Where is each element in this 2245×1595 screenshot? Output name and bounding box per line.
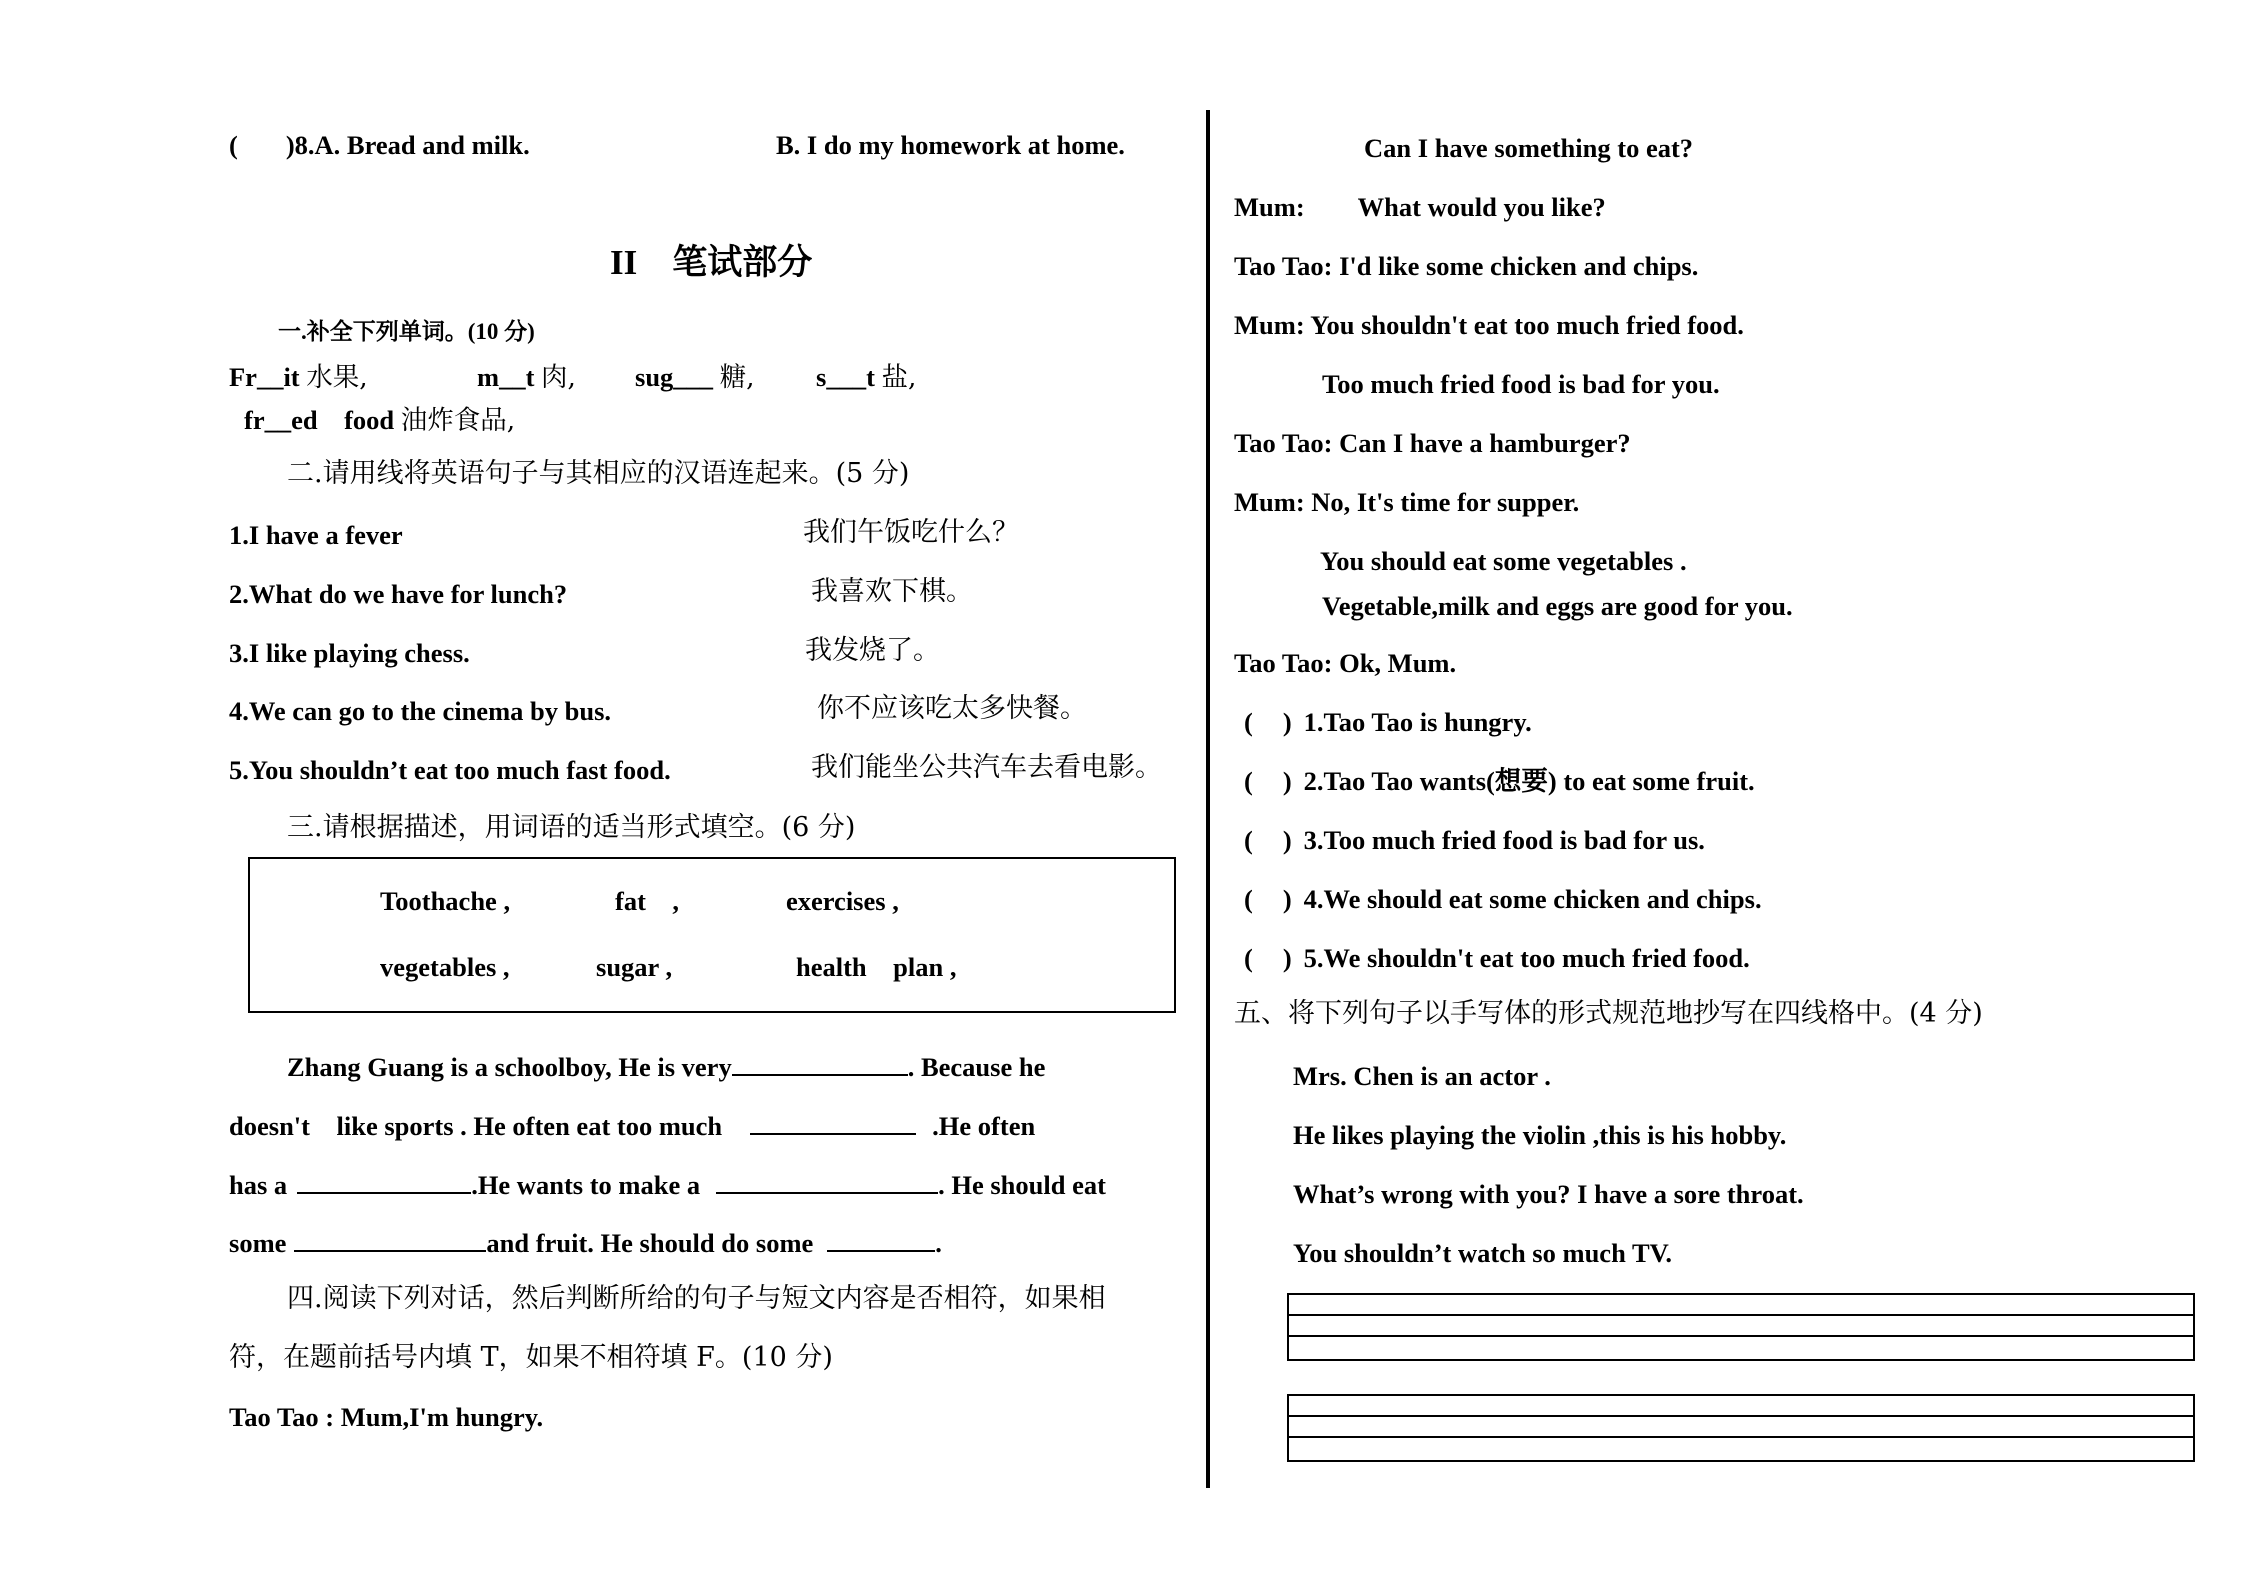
tf-paren-open[interactable]: ( <box>1244 825 1253 855</box>
word-en: fr__ed food <box>244 405 395 435</box>
q8-paren-close: ) <box>285 130 295 160</box>
tf-text: 4.We should eat some chicken and chips. <box>1303 884 1762 914</box>
dialogue-line-7: Mum: No, It's time for supper. <box>1234 487 1580 517</box>
word-bank-item: health plan , <box>796 952 957 982</box>
word-bank-box <box>248 857 1176 1013</box>
dialogue-line-9: Vegetable,milk and eggs are good for you. <box>1322 591 1793 621</box>
part1-word-1 <box>229 364 368 392</box>
dialogue-line-8: You should eat some vegetables . <box>1320 546 1687 576</box>
pair-3-en: 3.I like playing chess. <box>229 638 470 668</box>
passage-text: has a <box>229 1170 288 1200</box>
dialogue-line-3: Tao Tao: I'd like some chicken and chips. <box>1234 251 1699 281</box>
q8-paren-open: ( <box>229 130 238 160</box>
passage-text: and fruit. He should do some <box>486 1228 814 1258</box>
part1-word-2 <box>477 364 576 392</box>
word-zh: 水果, <box>306 362 368 393</box>
copy-sentence-1: Mrs. Chen is an actor . <box>1293 1061 1551 1091</box>
tf-item-1 <box>1244 709 1532 736</box>
grid-rule <box>1289 1314 2193 1316</box>
passage-text: .He wants to make a <box>471 1170 701 1200</box>
passage-line-3 <box>229 1170 1106 1199</box>
part4-heading-line-1: 四.阅读下列对话，然后判断所给的句子与短文内容是否相符，如果相 <box>287 1283 1106 1314</box>
pair-1-en: 1.I have a fever <box>229 520 403 550</box>
q8-option-b: B. I do my homework at home. <box>776 130 1125 160</box>
tf-paren-close: ) <box>1282 707 1292 737</box>
tf-text: 3.Too much fried food is bad for us. <box>1303 825 1705 855</box>
word-zh: 糖, <box>719 362 755 393</box>
tf-paren-open[interactable]: ( <box>1244 943 1253 973</box>
tf-paren-close: ) <box>1282 943 1292 973</box>
blank-6[interactable] <box>827 1228 935 1252</box>
part3-heading: 三.请根据描述，用词语的适当形式填空。(6 分) <box>287 812 856 843</box>
word-bank-item: vegetables , <box>380 952 510 982</box>
pair-4-zh: 你不应该吃太多快餐。 <box>817 693 1087 724</box>
dialogue-line-1: Can I have something to eat? <box>1364 133 1694 163</box>
dialogue-line-10: Tao Tao: Ok, Mum. <box>1234 648 1457 678</box>
grid-rule <box>1289 1436 2193 1438</box>
tf-paren-close: ) <box>1282 766 1292 796</box>
pair-5-zh: 我们能坐公共汽车去看电影。 <box>811 752 1162 783</box>
copy-sentence-2: He likes playing the violin ,this is his hobby. <box>1293 1120 1787 1150</box>
grid-rule <box>1289 1415 2193 1417</box>
dialogue-line-2: Mum: What would you like? <box>1234 192 1606 222</box>
passage-line-2 <box>229 1111 1035 1140</box>
word-bank-item: exercises , <box>786 886 899 916</box>
tf-text: 5.We shouldn't eat too much fried food. <box>1303 943 1750 973</box>
tf-paren-close: ) <box>1282 884 1292 914</box>
blank-4[interactable] <box>716 1170 938 1194</box>
word-bank-item: fat , <box>615 886 680 916</box>
blank-2[interactable] <box>750 1111 916 1135</box>
word-en: Fr__it <box>229 362 300 392</box>
pair-5-en: 5.You shouldn’t eat too much fast food. <box>229 755 671 785</box>
passage-line-4 <box>229 1228 942 1257</box>
passage-text: doesn't like sports . He often eat too much <box>229 1111 723 1141</box>
tf-paren-open[interactable]: ( <box>1244 707 1253 737</box>
tf-item-4 <box>1244 886 1762 913</box>
pair-4-en: 4.We can go to the cinema by bus. <box>229 696 612 726</box>
part1-word-3 <box>635 364 755 392</box>
copy-sentence-4: You shouldn’t watch so much TV. <box>1293 1238 1672 1268</box>
blank-3[interactable] <box>297 1170 471 1194</box>
dialogue-first-line: Tao Tao : Mum,I'm hungry. <box>229 1402 544 1432</box>
q8-option-a: 8.A. Bread and milk. <box>294 130 530 160</box>
tf-text: 1.Tao Tao is hungry. <box>1303 707 1532 737</box>
q8-line <box>229 132 530 159</box>
passage-text: .He often <box>932 1111 1036 1141</box>
blank-1[interactable] <box>732 1052 908 1076</box>
grid-rule <box>1289 1335 2193 1337</box>
tf-item-2 <box>1244 768 1755 795</box>
four-line-grid-1[interactable] <box>1287 1293 2195 1361</box>
tf-paren-open[interactable]: ( <box>1244 766 1253 796</box>
word-bank-item: Toothache , <box>380 886 511 916</box>
passage-text: . <box>935 1228 942 1258</box>
word-zh: 盐, <box>881 362 917 393</box>
word-zh: 油炸食品, <box>400 405 516 436</box>
dialogue-line-5: Too much fried food is bad for you. <box>1322 369 1720 399</box>
passage-text: . He should eat <box>938 1170 1106 1200</box>
passage-text: some <box>229 1228 287 1258</box>
passage-text: Zhang Guang is a schoolboy, He is very <box>287 1052 732 1082</box>
dialogue-line-4: Mum: You shouldn't eat too much fried food. <box>1234 310 1744 340</box>
part1-word-5 <box>244 407 515 435</box>
passage-text: . Because he <box>907 1052 1046 1082</box>
tf-text: 2.Tao Tao wants(想要) to eat some fruit. <box>1303 766 1755 796</box>
word-en: sug___ <box>635 362 714 392</box>
passage-line-1 <box>287 1052 1045 1081</box>
tf-item-3 <box>1244 827 1705 854</box>
tf-item-5 <box>1244 945 1750 972</box>
part2-heading: 二.请用线将英语句子与其相应的汉语连起来。(5 分) <box>287 458 910 489</box>
dialogue-line-6: Tao Tao: Can I have a hamburger? <box>1234 428 1631 458</box>
word-bank-item: sugar , <box>596 952 673 982</box>
pair-2-en: 2.What do we have for lunch? <box>229 579 568 609</box>
part1-word-4 <box>816 364 916 392</box>
part4-heading-line-2: 符，在题前括号内填 T，如果不相符填 F。(10 分) <box>229 1342 833 1373</box>
part1-heading: 一.补全下列单词。(10 分) <box>278 319 535 344</box>
tf-paren-open[interactable]: ( <box>1244 884 1253 914</box>
four-line-grid-2[interactable] <box>1287 1394 2195 1462</box>
word-en: s___t <box>816 362 875 392</box>
pair-3-zh: 我发烧了。 <box>805 635 940 666</box>
tf-paren-close: ) <box>1282 825 1292 855</box>
blank-5[interactable] <box>294 1228 486 1252</box>
section-title: II 笔试部分 <box>610 243 813 282</box>
copy-sentence-3: What’s wrong with you? I have a sore throat. <box>1293 1179 1804 1209</box>
column-divider <box>1206 110 1210 1488</box>
pair-2-zh: 我喜欢下棋。 <box>811 576 973 607</box>
pair-1-zh: 我们午饭吃什么？ <box>803 517 1019 548</box>
word-en: m__t <box>477 362 535 392</box>
part5-heading: 五、将下列句子以手写体的形式规范地抄写在四线格中。(4 分) <box>1234 998 1983 1029</box>
word-zh: 肉, <box>541 362 576 393</box>
